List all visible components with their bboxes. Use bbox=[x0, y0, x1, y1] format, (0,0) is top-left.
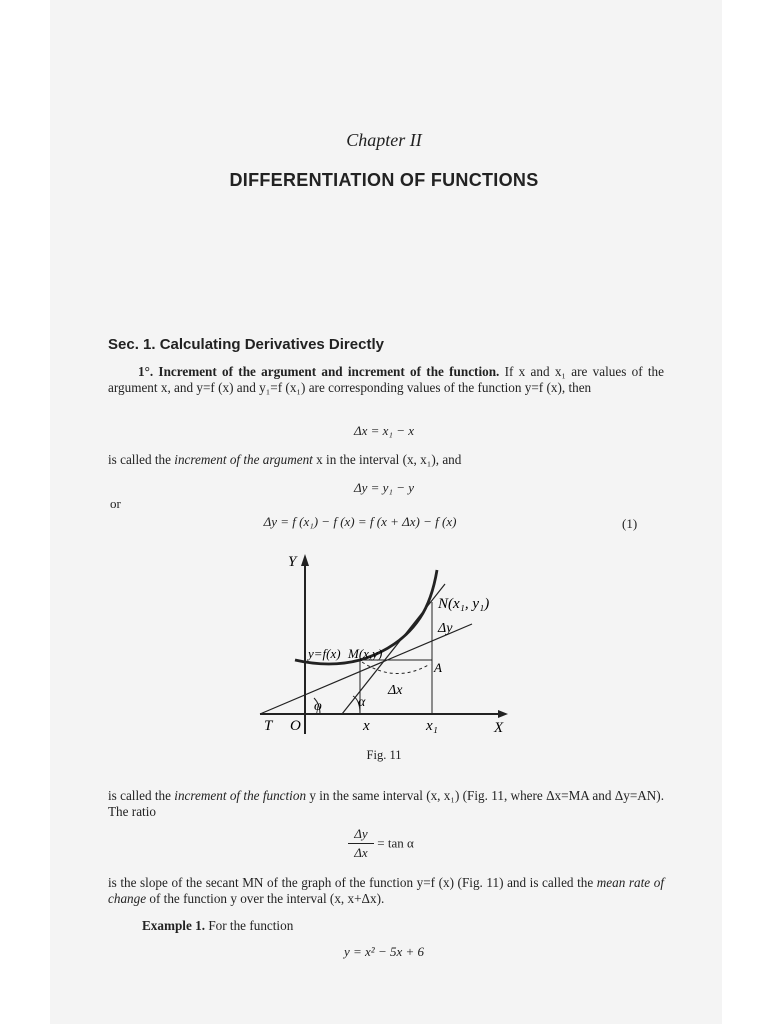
paragraph-argument-increment bbox=[108, 452, 664, 468]
delta-x-arc bbox=[362, 662, 430, 674]
ratio-fraction bbox=[348, 826, 414, 861]
label-phi: φ bbox=[314, 699, 322, 714]
text: y in the same interval (x, x₁) (Fig. 11, where Δx=MA and Δy=AN). The ratio bbox=[108, 788, 664, 819]
emphasis: increment of the function bbox=[174, 788, 307, 803]
equation-example: y = x² − 5x + 6 bbox=[343, 944, 425, 959]
label-curve: y=f(x) bbox=[308, 646, 341, 661]
label-X: X bbox=[494, 720, 504, 736]
label-x: x bbox=[363, 718, 370, 734]
example-label: Example 1. bbox=[142, 918, 206, 933]
equation-number: (1) bbox=[622, 516, 638, 531]
emphasis: increment of the argument bbox=[174, 452, 313, 467]
ratio-rhs: = tan α bbox=[377, 835, 414, 851]
equation-delta-x: Δx = x₁ − x bbox=[353, 423, 414, 438]
figure-caption: Fig. 11 bbox=[366, 748, 402, 762]
chapter-title: DIFFERENTIATION OF FUNCTIONS bbox=[229, 170, 539, 190]
chapter-heading: Chapter II bbox=[346, 130, 422, 150]
paragraph-secant-slope bbox=[108, 875, 664, 906]
or-word: or bbox=[110, 496, 121, 511]
paragraph-increment-definition bbox=[108, 364, 664, 395]
page-background bbox=[50, 0, 722, 1024]
label-alpha: α bbox=[358, 695, 366, 710]
text: of the function y over the interval (x, x+Δx). bbox=[146, 890, 385, 906]
paragraph-lead: 1°. Increment of the argument and increment of the function. bbox=[138, 364, 500, 379]
label-x1: x₁ bbox=[426, 718, 438, 734]
text: is called the bbox=[108, 788, 175, 803]
label-Y: Y bbox=[288, 554, 297, 570]
y-axis-arrow bbox=[301, 554, 309, 566]
label-A: A bbox=[434, 660, 442, 675]
example-1 bbox=[108, 918, 664, 934]
text: is the slope of the secant MN of the graph of the function y=f (x) (Fig. 11) and is called the bbox=[108, 875, 597, 890]
x-axis-arrow bbox=[498, 710, 508, 718]
label-O: O bbox=[290, 718, 301, 734]
label-N: N(x₁, y₁) bbox=[438, 596, 490, 612]
section-heading: Sec. 1. Calculating Derivatives Directly bbox=[108, 336, 384, 353]
equation-delta-y: Δy = y₁ − y bbox=[353, 480, 414, 495]
label-delta-y: Δy bbox=[438, 621, 453, 636]
ratio-numerator: Δy bbox=[354, 826, 368, 841]
label-M: M(x,y) bbox=[348, 646, 383, 661]
label-T: T bbox=[264, 718, 273, 734]
emphasis: mean rate of change bbox=[108, 875, 664, 906]
label-delta-x: Δx bbox=[388, 683, 403, 698]
equation-delta-y-full: Δy = f (x₁) − f (x) = f (x + Δx) − f (x) bbox=[263, 514, 457, 529]
text: is called the bbox=[108, 452, 175, 467]
paragraph-function-increment bbox=[108, 788, 664, 819]
text: x in the interval (x, x₁), and bbox=[312, 452, 462, 467]
fraction-bar bbox=[348, 843, 374, 844]
ratio-denominator: Δx bbox=[354, 845, 368, 860]
figure-11 bbox=[250, 548, 520, 738]
paragraph-text: If x and x₁ are values of the argument x, and y=f (x) and y₁=f (x₁) are corresponding values of the function y=f (x), then bbox=[108, 364, 664, 395]
example-text: For the function bbox=[205, 918, 294, 933]
